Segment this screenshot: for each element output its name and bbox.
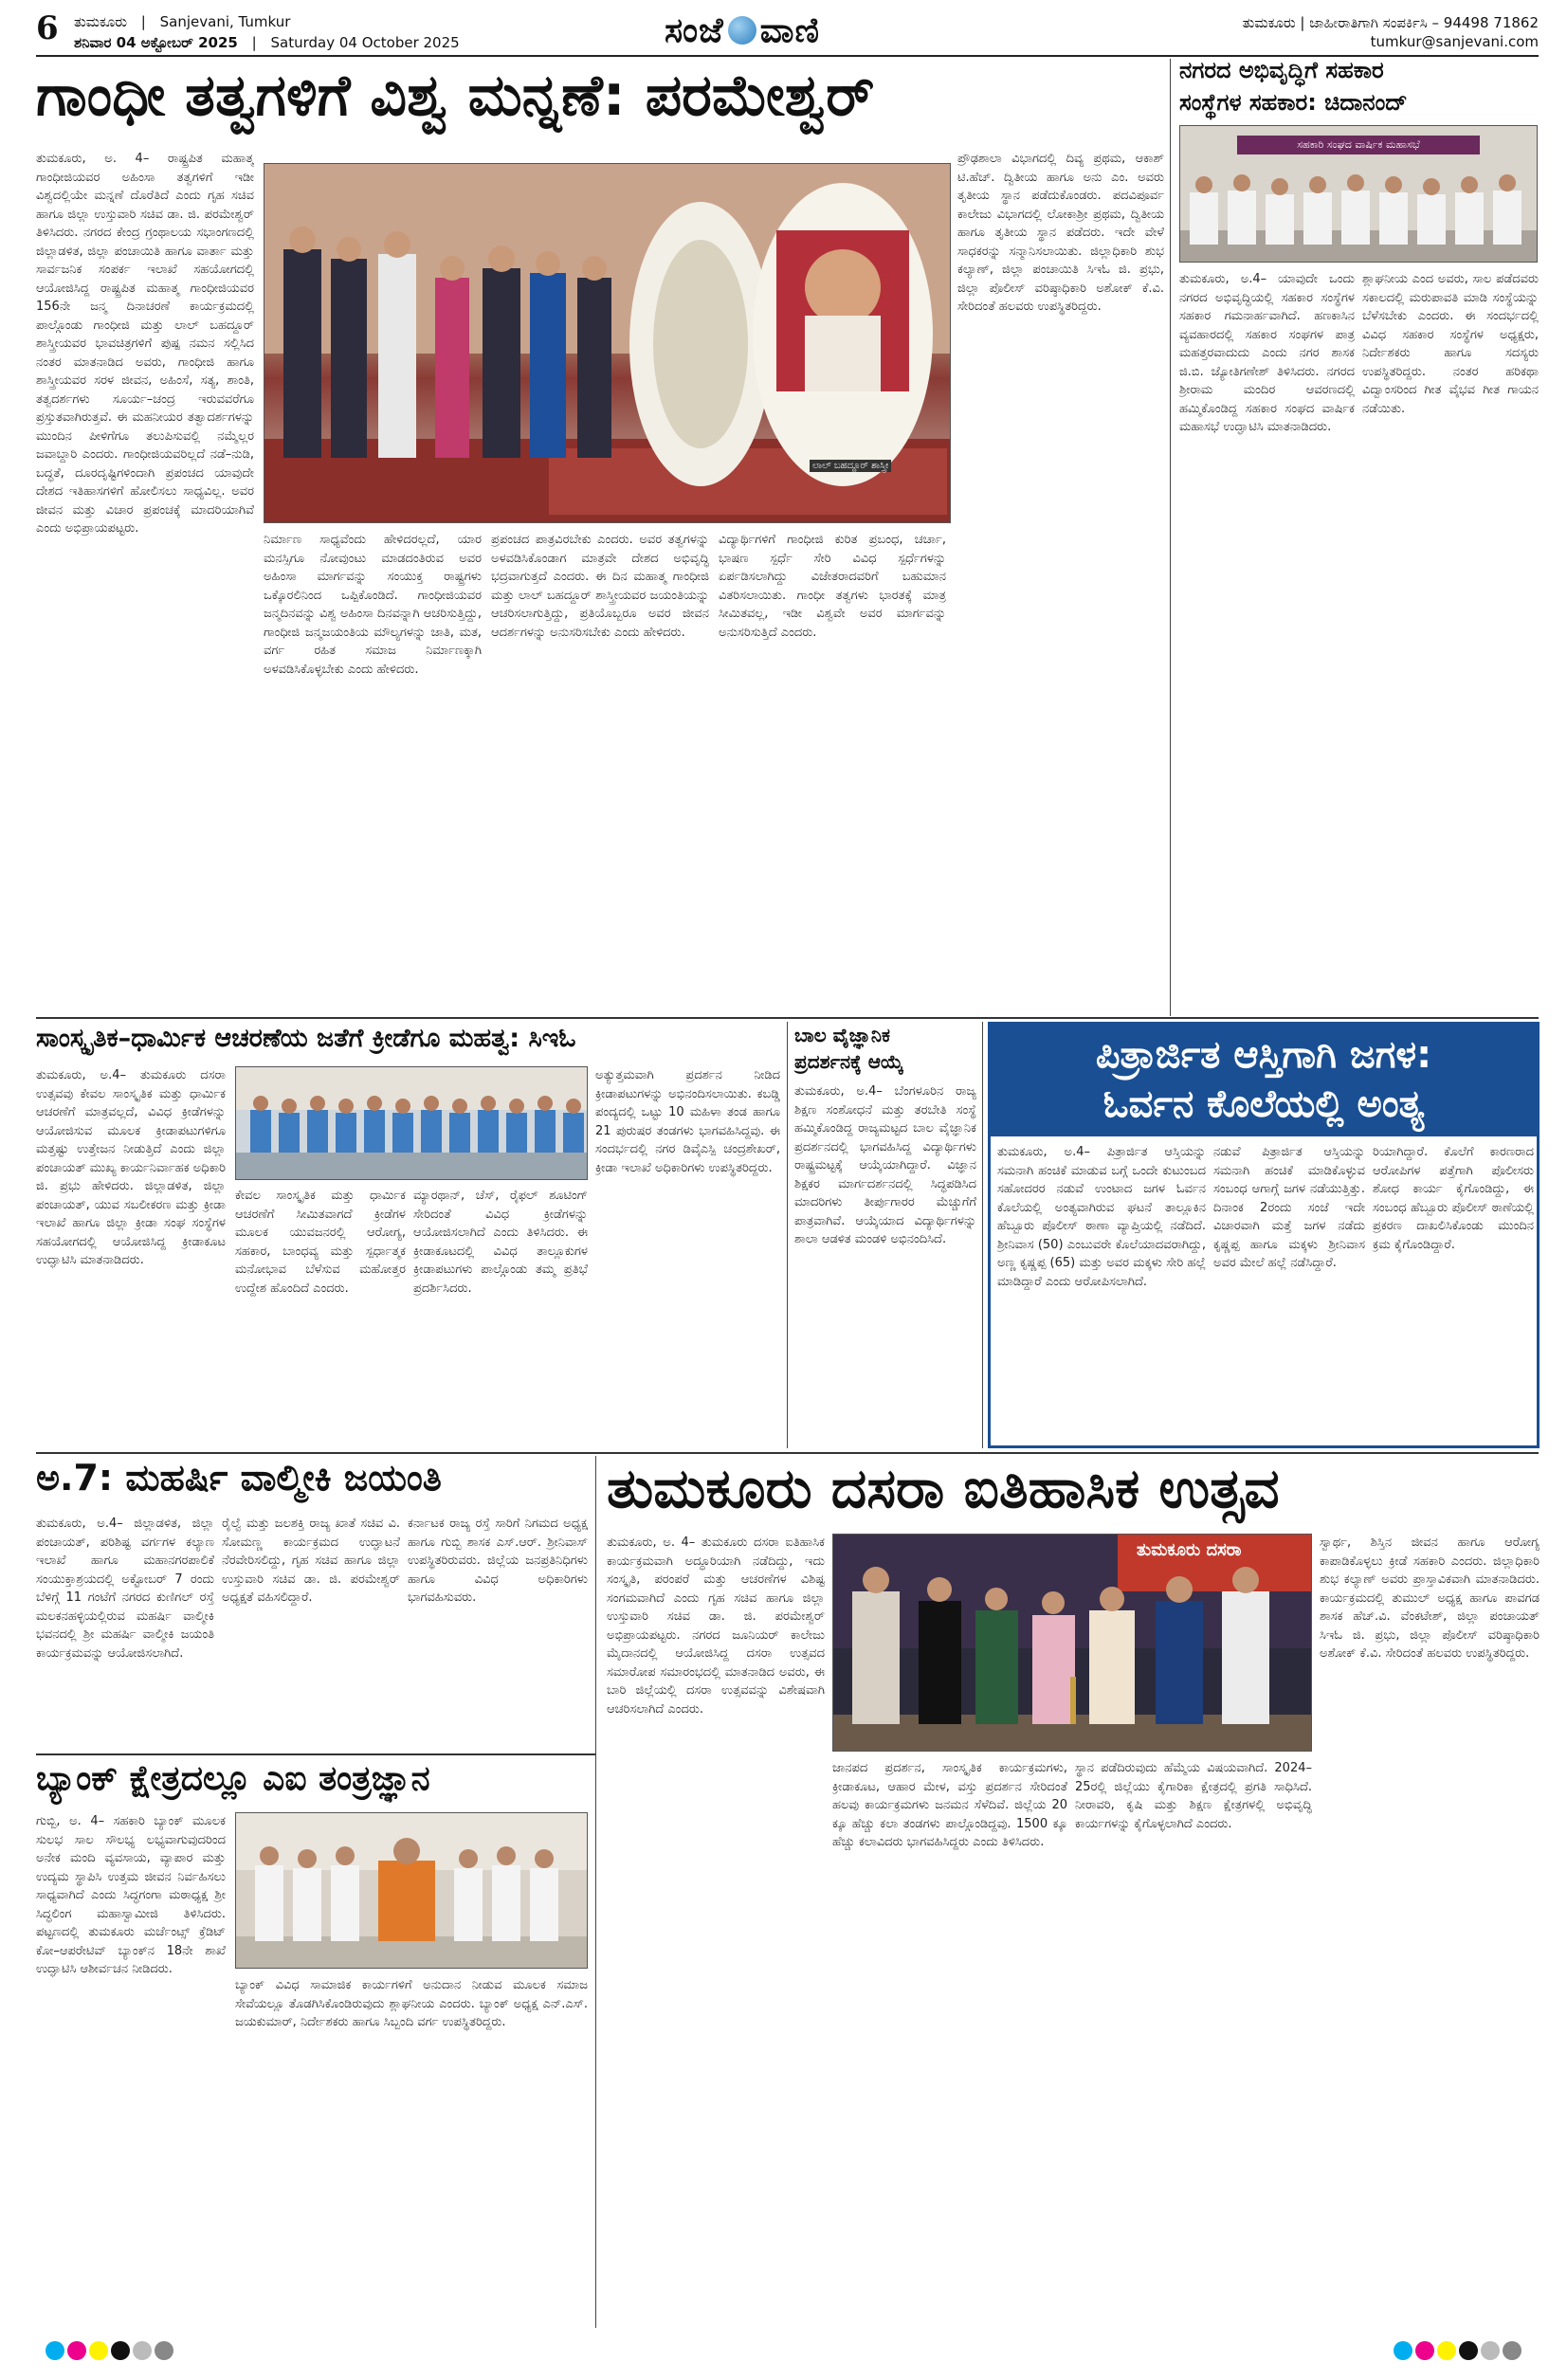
divider (982, 1022, 983, 1448)
story5-headline-line1: ಪಿತ್ರಾರ್ಜಿತ ಆಸ್ತಿಗಾಗಿ ಜಗಳ: (1095, 1033, 1432, 1077)
color-registration-right (1394, 2341, 1524, 2364)
story6-col3: ಕರ್ನಾಟಕ ರಾಜ್ಯ ರಸ್ತೆ ಸಾರಿಗೆ ನಿಗಮದ ಅಧ್ಯಕ್ಷ ಹಾಗೂ ಗುಬ್ಬಿ ಶಾಸಕ ಎಸ್.ಆರ್. ಶ್ರೀನಿವಾಸ್ ಉಪಸ್ಥಿತರಿರುವರು. ಜಿಲ್ಲೆಯ ಜನಪ್ರತಿನಿಧಿಗಳು ಹಾಗೂ ವಿವಿಧ ಅಧಿಕಾರಿಗಳು ಭಾಗವಹಿಸುವರು. (408, 1517, 588, 1605)
story2-col2: ಶ್ಲಾಘನೀಯ ಎಂದ ಅವರು, ಸಾಲ ಪಡೆದವರು ಸಕಾಲದಲ್ಲಿ ಮರುಪಾವತಿ ಮಾಡಿ ಸಂಸ್ಥೆಯನ್ನು ಬೆಳೆಸಬೇಕು ಎಂದರು. ಈ ಸಂದರ್ಭದಲ್ಲಿ ವಿವಿಧ ಸಹಕಾರ ಸಂಸ್ಥೆಗಳ ಅಧ್ಯಕ್ಷರು, ನಿರ್ದೇಶಕರು ಹಾಗೂ ಸದಸ್ಯರು ಉಪಸ್ಥಿತರಿದ್ದರು. ನಂತರ ಹರಿಕಥಾ ವಿದ್ವಾಂಸರಿಂದ ಗೀತ ವೈಭವ ಗೀತ ಗಾಯನ ನಡೆಯಿತು. (1362, 272, 1539, 416)
masthead-paper-city: Sanjevani, Tumkur (159, 13, 291, 30)
story5-col3: ರಿಯಾಗಿದ್ದಾರೆ. ಕೊಲೆಗೆ ಕಾರಣರಾದ ಆರೋಪಿಗಳ ಪತ್ತೆಗಾಗಿ ಪೊಲೀಸರು ಶೋಧ ಕಾರ್ಯ ಕೈಗೊಂಡಿದ್ದು, ಈ ಸಂಬಂಧ ಹೆಬ್ಬೂರು ಪೊಲೀಸ್ ಠಾಣೆಯಲ್ಲಿ ಪ್ರಕರಣ ದಾಖಲಿಸಿಕೊಂಡು ಮುಂದಿನ ಕ್ರಮ ಕೈಗೊಂಡಿದ್ದಾರೆ. (1373, 1145, 1534, 1252)
masthead-date-en: Saturday 04 October 2025 (270, 34, 460, 51)
divider (36, 1753, 595, 1755)
story2-headline-line1: ನಗರದ ಅಭಿವೃದ್ಧಿಗೆ ಸಹಕಾರ (1179, 57, 1384, 83)
story2-headline-line2: ಸಂಸ್ಥೆಗಳ ಸಹಕಾರ: ಚಿದಾನಂದ್ (1179, 89, 1408, 116)
story1-headline: ಗಾಂಧೀ ತತ್ವಗಳಿಗೆ ವಿಶ್ವ ಮನ್ನಣೆ: ಪರಮೇಶ್ವರ್ (36, 63, 875, 129)
stage-banner: ಸಹಕಾರಿ ಸಂಘದ ವಾರ್ಷಿಕ ಮಹಾಸಭೆ (1237, 136, 1480, 154)
masthead-contact (1243, 13, 1539, 51)
story7-headline: ಬ್ಯಾಂಕ್ ಕ್ಷೇತ್ರದಲ್ಲೂ ಎಐ ತಂತ್ರಜ್ಞಾನ (36, 1759, 430, 1798)
story1-col4: ವಿದ್ಯಾರ್ಥಿಗಳಿಗೆ ಗಾಂಧೀಜಿ ಕುರಿತ ಪ್ರಬಂಧ, ಚರ್ಚಾ, ಭಾಷಣ ಸ್ಪರ್ಧೆ ಸೇರಿ ವಿವಿಧ ಸ್ಪರ್ಧೆಗಳನ್ನು ಏರ್ಪಡಿಸಲಾಗಿದ್ದು ವಿಜೇತರಾದವರಿಗೆ ಬಹುಮಾನ ವಿತರಿಸಲಾಯಿತು. ಗಾಂಧೀ ತತ್ವಗಳು ಭಾರತಕ್ಕೆ ಮಾತ್ರ ಸೀಮಿತವಲ್ಲ, ಇಡೀ ವಿಶ್ವವೇ ಅವರ ಮಾರ್ಗವನ್ನು ಅನುಸರಿಸುತ್ತಿದೆ ಎಂದರು. (719, 533, 946, 640)
story4-headline-line2: ಪ್ರದರ್ಶನಕ್ಕೆ ಆಯ್ಕೆ (794, 1050, 904, 1073)
story8-col4: ಸ್ವಾರ್ಥ, ಶಿಸ್ತಿನ ಜೀವನ ಹಾಗೂ ಆರೋಗ್ಯ ಕಾಪಾಡಿಕೊಳ್ಳಲು ಕ್ರೀಡೆ ಸಹಕಾರಿ ಎಂದರು. ಜಿಲ್ಲಾಧಿಕಾರಿ ಶುಭ ಕಲ್ಯಾಣ್ ಅವರು ಪ್ರಾಸ್ತಾವಿಕವಾಗಿ ಮಾತನಾಡಿದರು. ಕಾರ್ಯಕ್ರಮದಲ್ಲಿ ತುಮುಲ್ ಅಧ್ಯಕ್ಷ ಹಾಗೂ ಪಾವಗಡ ಶಾಸಕ ಹೆಚ್.ವಿ. ವೆಂಕಟೇಶ್, ಜಿಲ್ಲಾ ಪಂಚಾಯತ್ ಸಿಇಓ ಜಿ. ಪ್ರಭು, ಜಿಲ್ಲಾ ಪೊಲೀಸ್ ವರಿಷ್ಠಾಧಿಕಾರಿ ಅಶೋಕ್ ಕೆ.ವಿ. ಸೇರಿದಂತೆ ಹಲವರು ಉಪಸ್ಥಿತರಿದ್ದರು. (1320, 1535, 1540, 1661)
story3-col3: ಮ್ಯಾರಥಾನ್, ಚೆಸ್, ರೈಫಲ್ ಶೂಟಿಂಗ್ ಸೇರಿದಂತೆ ವಿವಿಧ ಕ್ರೀಡೆಗಳನ್ನು ಆಯೋಜಿಸಲಾಗಿದೆ ಎಂದು ತಿಳಿಸಿದರು. ಈ ಕ್ರೀಡಾಕೂಟದಲ್ಲಿ ವಿವಿಧ ತಾಲ್ಲೂಕುಗಳ ಕ್ರೀಡಾಪಟುಗಳು ಪಾಲ್ಗೊಂಡು ತಮ್ಮ ಪ್ರತಿಭೆ ಪ್ರದರ್ಶಿಸಿದರು. (413, 1189, 588, 1296)
newspaper-logo (624, 9, 861, 51)
story4-body: ತುಮಕೂರು, ಅ.4– ಬೆಂಗಳೂರಿನ ರಾಜ್ಯ ಶಿಕ್ಷಣ ಸಂಶೋಧನೆ ಮತ್ತು ತರಬೇತಿ ಸಂಸ್ಥೆ ಹಮ್ಮಿಕೊಂಡಿದ್ದ ರಾಜ್ಯಮಟ್ಟದ ಬಾಲ ವೈಜ್ಞಾನಿಕ ಪ್ರದರ್ಶನದಲ್ಲಿ ಭಾಗವಹಿಸಿದ್ದ ವಿದ್ಯಾರ್ಥಿಗಳು ರಾಷ್ಟ್ರಮಟ್ಟಕ್ಕೆ ಆಯ್ಕೆಯಾಗಿದ್ದಾರೆ. ವಿಜ್ಞಾನ ಶಿಕ್ಷಕರ ಮಾರ್ಗದರ್ಶನದಲ್ಲಿ ಸಿದ್ಧಪಡಿಸಿದ ಮಾದರಿಗಳು ತೀರ್ಪುಗಾರರ ಮೆಚ್ಚುಗೆಗೆ ಪಾತ್ರವಾಗಿವೆ. ಆಯ್ಕೆಯಾದ ವಿದ್ಯಾರ್ಥಿಗಳನ್ನು ಶಾಲಾ ಆಡಳಿತ ಮಂಡಳಿ ಅಭಿನಂದಿಸಿದೆ. (794, 1084, 976, 1246)
dasara-stage-illustration (833, 1535, 1312, 1752)
story3-photo (235, 1066, 588, 1180)
story1-col1: ತುಮಕೂರು, ಅ. 4– ರಾಷ್ಟ್ರಪಿತ ಮಹಾತ್ಮ ಗಾಂಧೀಜಿಯವರ ಅಹಿಂಸಾ ತತ್ವಗಳಿಗೆ ಇಡೀ ವಿಶ್ವದಲ್ಲಿಯೇ ಮನ್ನಣೆ ದೊರೆತಿದೆ ಎಂದು ಗೃಹ ಸಚಿವ ಹಾಗೂ ಜಿಲ್ಲಾ ಉಸ್ತುವಾರಿ ಸಚಿವ ಡಾ. ಜಿ. ಪರಮೇಶ್ವರ್ ತಿಳಿಸಿದರು. ನಗರದ ಕೇಂದ್ರ ಗ್ರಂಥಾಲಯ ಸಭಾಂಗಣದಲ್ಲಿ ಜಿಲ್ಲಾಡಳಿತ, ಜಿಲ್ಲಾ ಪಂಚಾಯಿತಿ ಹಾಗೂ ವಾರ್ತಾ ಮತ್ತು ಸಾರ್ವಜನಿಕ ಸಂಪರ್ಕ ಇಲಾಖೆ ಸಹಯೋಗದಲ್ಲಿ ಆಯೋಜಿಸಿದ್ದ ರಾಷ್ಟ್ರಪಿತ ಮಹಾತ್ಮ ಗಾಂಧೀಜಿಯವರ 156ನೇ ಜನ್ಮ ದಿನಾಚರಣೆ ಕಾರ್ಯಕ್ರಮದಲ್ಲಿ ಪಾಲ್ಗೊಂಡು ಗಾಂಧೀಜಿ ಮತ್ತು ಲಾಲ್ ಬಹದ್ದೂರ್ ಶಾಸ್ತ್ರೀಯವರ ಭಾವಚಿತ್ರಗಳಿಗೆ ಪುಷ್ಪ ನಮನ ಸಲ್ಲಿಸಿದ ನಂತರ ಮಾತನಾಡಿದ ಅವರು, ಗಾಂಧೀಜಿ ಹಾಗೂ ಶಾಸ್ತ್ರೀಯವರ ಸರಳ ಜೀವನ, ಅಹಿಂಸೆ, ಸತ್ಯ, ಶಾಂತಿ, ತತ್ವದರ್ಶಗಳು ಸೂರ್ಯ–ಚಂದ್ರ ಇರುವವರೆಗೂ ಪ್ರಸ್ತುತವಾಗಿರುತ್ತವೆ. ಈ ಮಹನೀಯರ ತತ್ವಾದರ್ಶಗಳನ್ನು ಮುಂದಿನ ಪೀಳಿಗೆಗೂ ತಲುಪಿಸುವಲ್ಲಿ ನಮ್ಮೆಲ್ಲರ ಜವಾಬ್ದಾರಿ ಎಂದರು. ಗಾಂಧೀಜಿಯವರಿಲ್ಲದೆ ನಡೆ–ನುಡಿ, ಬದ್ಧತೆ, ದೂರದೃಷ್ಟಿಗಳಿಂದಾಗಿ ಪ್ರಪಂಚದ ಯಾವುದೇ ದೇಶದ ಇತಿಹಾಸಗಳಿಗೆ ಹೋಲಿಸಲು ಸಾಧ್ಯವಿಲ್ಲ. ಅವರ ಜೀವನ ಮತ್ತು ವಿಚಾರ ಪ್ರಪಂಚಕ್ಕೆ ಮಾದರಿಯಾಗಿವೆ ಎಂದು ಅಭಿಪ್ರಾಯಪಟ್ಟರು. (36, 152, 254, 536)
page-number: 6 (36, 9, 59, 47)
divider (36, 1017, 1539, 1019)
story6-headline: ಅ.7: ಮಹರ್ಷಿ ವಾಲ್ಮೀಕಿ ಜಯಂತಿ (36, 1457, 442, 1499)
story8-photo (832, 1534, 1312, 1752)
divider (787, 1022, 788, 1448)
ad-contact: ತುಮಕೂರು | ಜಾಹೀರಾತಿಗಾಗಿ ಸಂಪರ್ಕಿಸಿ – 94498 71862 (1242, 14, 1539, 31)
logo-text-right: ವಾಣಿ (759, 9, 820, 50)
story6-col2: ರೈಲ್ವೆ ಮತ್ತು ಜಲಶಕ್ತಿ ರಾಜ್ಯ ಖಾತೆ ಸಚಿವ ವಿ. ಸೋಮಣ್ಣ ಕಾರ್ಯಕ್ರಮದ ಉದ್ಘಾಟನೆ ನೆರವೇರಿಸಲಿದ್ದು, ಗೃಹ ಸಚಿವ ಹಾಗೂ ಜಿಲ್ಲಾ ಉಸ್ತುವಾರಿ ಸಚಿವ ಡಾ. ಜಿ. ಪರಮೇಶ್ವರ್ ಅಧ್ಯಕ್ಷತೆ ವಹಿಸಲಿದ್ದಾರೆ. (222, 1517, 400, 1605)
divider (36, 1452, 1539, 1454)
story5-headline-line2: ಓರ್ವನ ಕೊಲೆಯಲ್ಲಿ ಅಂತ್ಯ (1102, 1082, 1425, 1126)
story1-col5: ಪ್ರೌಢಶಾಲಾ ವಿಭಾಗದಲ್ಲಿ ದಿವ್ಯ ಪ್ರಥಮ, ಆಕಾಶ್ ಟಿ.ಹೆಚ್. ದ್ವಿತೀಯ ಹಾಗೂ ಅನು ಎಂ. ಅವರು ತೃತೀಯ ಸ್ಥಾನ ಪಡೆದುಕೊಂಡರು. ಪದವಿಪೂರ್ವ ಕಾಲೇಜು ವಿಭಾಗದಲ್ಲಿ ಲೋಕಾಶ್ರೀ ಪ್ರಥಮ, ದ್ವಿತೀಯ ಹಾಗೂ ತೃತೀಯ ಸ್ಥಾನ ಪಡೆದರು. ಇದೇ ವೇಳೆ ಸಾಧಕರನ್ನು ಸನ್ಮಾನಿಸಲಾಯಿತು. ಜಿಲ್ಲಾಧಿಕಾರಿ ಶುಭ ಕಲ್ಯಾಣ್, ಜಿಲ್ಲಾ ಪಂಚಾಯಿತಿ ಸಿಇಓ ಜಿ. ಪ್ರಭು, ಜಿಲ್ಲಾ ಪೊಲೀಸ್ ವರಿಷ್ಠಾಧಿಕಾರಿ ಅಶೋಕ್ ಕೆ.ವಿ. ಸೇರಿದಂತೆ ಹಲವರು ಉಪಸ್ಥಿತರಿದ್ದರು. (957, 152, 1164, 314)
masthead-line2: ಶನಿವಾರ 04 ಅಕ್ಟೋಬರ್ 2025 | Saturday 04 October 2025 (74, 34, 460, 51)
story2-col1: ತುಮಕೂರು, ಅ.4– ಯಾವುದೇ ಒಂದು ನಗರದ ಅಭಿವೃದ್ಧಿಯಲ್ಲಿ ಸಹಕಾರ ಸಂಸ್ಥೆಗಳ ಸಹಕಾರ ಗಮನಾರ್ಹವಾಗಿದೆ. ಹಣಕಾಸಿನ ವ್ಯವಹಾರದಲ್ಲಿ ಸಹಕಾರ ಸಂಘಗಳ ಪಾತ್ರ ಮಹತ್ತರವಾದುದು ಎಂದು ನಗರ ಶಾಸಕ ಜಿ.ಬಿ. ಜ್ಯೋತಿಗಣೇಶ್ ತಿಳಿಸಿದರು. ನಗರದ ಶ್ರೀರಾಮ ಮಂದಿರ ಆವರಣದಲ್ಲಿ ಹಮ್ಮಿಕೊಂಡಿದ್ದ ಸಹಕಾರ ಸಂಘದ ವಾರ್ಷಿಕ ಮಹಾಸಭೆ ಉದ್ಘಾಟಿಸಿ ಮಾತನಾಡಿದರು. (1179, 272, 1355, 434)
story8-col3: ಸ್ಥಾನ ಪಡೆದಿರುವುದು ಹೆಮ್ಮೆಯ ವಿಷಯವಾಗಿದೆ. 2024–25ರಲ್ಲಿ ಜಿಲ್ಲೆಯು ಕೈಗಾರಿಕಾ ಕ್ಷೇತ್ರದಲ್ಲಿ ಪ್ರಗತಿ ಸಾಧಿಸಿದೆ. ನೀರಾವರಿ, ಕೃಷಿ ಮತ್ತು ಶಿಕ್ಷಣ ಕ್ಷೇತ್ರಗಳಲ್ಲಿ ಅಭಿವೃದ್ಧಿ ಕಾರ್ಯಗಳನ್ನು ಕೈಗೊಳ್ಳಲಾಗಿದೆ ಎಂದರು. (1075, 1761, 1312, 1831)
story7-col2: ಬ್ಯಾಂಕ್ ವಿವಿಧ ಸಾಮಾಜಿಕ ಕಾರ್ಯಗಳಿಗೆ ಅನುದಾನ ನೀಡುವ ಮೂಲಕ ಸಮಾಜ ಸೇವೆಯಲ್ಲೂ ತೊಡಗಿಸಿಕೊಂಡಿರುವುದು ಶ್ಲಾಘನೀಯ ಎಂದರು. ಬ್ಯಾಂಕ್ ಅಧ್ಯಕ್ಷ ಎನ್.ಎಸ್. ಜಯಕುಮಾರ್, ನಿರ್ದೇಶಕರು ಹಾಗೂ ಸಿಬ್ಬಂದಿ ವರ್ಗ ಉಪಸ್ಥಿತರಿದ್ದರು. (235, 1978, 588, 2029)
masthead-date-kn: ಶನಿವಾರ 04 ಅಕ್ಟೋಬರ್ 2025 (74, 34, 238, 51)
bank-inauguration-illustration (236, 1813, 588, 1969)
logo-text-left: ಸಂಜೆ (664, 9, 724, 50)
sports-team-illustration (236, 1067, 588, 1180)
story4-headline-line1: ಬಾಲ ವೈಜ್ಞಾನಿಕ (794, 1024, 891, 1046)
story5-col1: ತುಮಕೂರು, ಅ.4– ಪಿತ್ರಾರ್ಜಿತ ಆಸ್ತಿಯನ್ನು ಸಮನಾಗಿ ಹಂಚಿಕೆ ಮಾಡುವ ಬಗ್ಗೆ ಒಂದೇ ಕುಟುಂಬದ ಸಹೋದರರ ನಡುವೆ ಉಂಟಾದ ಜಗಳ ಓರ್ವನ ಕೊಲೆಯಲ್ಲಿ ಅಂತ್ಯವಾಗಿರುವ ಘಟನೆ ತಾಲ್ಲೂಕಿನ ಹೆಬ್ಬೂರು ಪೊಲೀಸ್ ಠಾಣಾ ವ್ಯಾಪ್ತಿಯಲ್ಲಿ ನಡೆದಿದೆ. ಶ್ರೀನಿವಾಸ (50) ಎಂಬುವರೇ ಕೊಲೆಯಾದವರಾಗಿದ್ದು, ಅಣ್ಣ ಕೃಷ್ಣಪ್ಪ (65) ಮತ್ತು ಅವರ ಮಕ್ಕಳು ಸೇರಿ ಹಲ್ಲೆ ಮಾಡಿದ್ದಾರೆ ಎಂದು ಆರೋಪಿಸಲಾಗಿದೆ. (997, 1145, 1206, 1289)
story8-col2: ಜಾನಪದ ಪ್ರದರ್ಶನ, ಸಾಂಸ್ಕೃತಿಕ ಕಾರ್ಯಕ್ರಮಗಳು, ಕ್ರೀಡಾಕೂಟ, ಆಹಾರ ಮೇಳ, ವಸ್ತು ಪ್ರದರ್ಶನ ಸೇರಿದಂತೆ ಹಲವು ಕಾರ್ಯಕ್ರಮಗಳು ಜನಮನ ಸೆಳೆದಿವೆ. ಜಿಲ್ಲೆಯ 20 ಕ್ಕೂ ಹೆಚ್ಚು ಕಲಾ ತಂಡಗಳು ಪಾಲ್ಗೊಂಡಿದ್ದವು. 1500 ಕ್ಕೂ ಹೆಚ್ಚು ಕಲಾವಿದರು ಭಾಗವಹಿಸಿದ್ದರು ಎಂದು ತಿಳಿಸಿದರು. (832, 1761, 1067, 1849)
portrait-caption: ಲಾಲ್ ಬಹದ್ದೂರ್ ಶಾಸ್ತ್ರೀ (810, 460, 891, 472)
story1-col2: ನಿರ್ಮಾಣ ಸಾಧ್ಯವೆಂದು ಹೇಳಿದರಲ್ಲದೆ, ಯಾರ ಮನಸ್ಸಿಗೂ ನೋವುಂಟು ಮಾಡದಂತಿರುವ ಅವರ ಅಹಿಂಸಾ ಮಾರ್ಗವನ್ನು ಸಂಯುಕ್ತ ರಾಷ್ಟ್ರಗಳು ಒಕ್ಕೊರಲಿನಿಂದ ಒಪ್ಪಿಕೊಂಡಿದೆ. ಗಾಂಧೀಜಿಯವರ ಜನ್ಮದಿನವನ್ನು ವಿಶ್ವ ಅಹಿಂಸಾ ದಿನವನ್ನಾಗಿ ಆಚರಿಸುತ್ತಿದ್ದು, ಗಾಂಧೀಜಿ ಜನ್ಮಜಯಂತಿಯ ಮೌಲ್ಯಗಳನ್ನು ಜಾತಿ, ಮತ, ವರ್ಗ ರಹಿತ ಸಮಾಜ ನಿರ್ಮಾಣಕ್ಕಾಗಿ ಅಳವಡಿಸಿಕೊಳ್ಳಬೇಕು ಎಂದು ಹೇಳಿದರು. (264, 533, 482, 677)
globe-icon (728, 16, 756, 45)
story3-headline: ಸಾಂಸ್ಕೃತಿಕ–ಧಾರ್ಮಿಕ ಆಚರಣೆಯ ಜತೆಗೆ ಕ್ರೀಡೆಗೂ ಮಹತ್ವ: ಸಿಇಓ (36, 1024, 576, 1053)
story8-col1: ತುಮಕೂರು, ಅ. 4– ತುಮಕೂರು ದಸರಾ ಐತಿಹಾಸಿಕ ಕಾರ್ಯಕ್ರಮವಾಗಿ ಅದ್ಧೂರಿಯಾಗಿ ನಡೆದಿದ್ದು, ಇದು ಸಂಸ್ಕೃತಿ, ಪರಂಪರೆ ಮತ್ತು ಆಚರಣೆಗಳ ವಿಶಿಷ್ಟ ಸಂಗಮವಾಗಿದೆ ಎಂದು ಗೃಹ ಸಚಿವ ಹಾಗೂ ಜಿಲ್ಲಾ ಉಸ್ತುವಾರಿ ಸಚಿವ ಡಾ. ಜಿ. ಪರಮೇಶ್ವರ್ ಅಭಿಪ್ರಾಯಪಟ್ಟರು. ನಗರದ ಜೂನಿಯರ್ ಕಾಲೇಜು ಮೈದಾನದಲ್ಲಿ ಆಯೋಜಿಸಿದ್ದ ದಸರಾ ಉತ್ಸವದ ಸಮಾರೋಪ ಸಮಾರಂಭದಲ್ಲಿ ಮಾತನಾಡಿದ ಅವರು, ಈ ಬಾರಿ ಜಿಲ್ಲೆಯಲ್ಲಿ ದಸರಾ ಉತ್ಸವವನ್ನು ವಿಶೇಷವಾಗಿ ಆಚರಿಸಲಾಗಿದೆ ಎಂದರು. (607, 1535, 825, 1717)
story7-col1: ಗುಬ್ಬಿ, ಅ. 4– ಸಹಕಾರಿ ಬ್ಯಾಂಕ್ ಮೂಲಕ ಸುಲಭ ಸಾಲ ಸೌಲಭ್ಯ ಲಭ್ಯವಾಗುವುದರಿಂದ ಅನೇಕ ಮಂದಿ ವ್ಯವಸಾಯ, ವ್ಯಾಪಾರ ಮತ್ತು ಉದ್ಯಮ ಸ್ಥಾಪಿಸಿ ಉತ್ತಮ ಜೀವನ ನಿರ್ವಹಿಸಲು ಸಾಧ್ಯವಾಗಿದೆ ಎಂದು ಸಿದ್ಧಗಂಗಾ ಮಠಾಧ್ಯಕ್ಷ ಶ್ರೀ ಸಿದ್ಧಲಿಂಗ ಮಹಾಸ್ವಾಮೀಜಿ ತಿಳಿಸಿದರು. ಪಟ್ಟಣದಲ್ಲಿ ತುಮಕೂರು ಮರ್ಚೆಂಟ್ಸ್ ಕ್ರೆಡಿಟ್ ಕೋ–ಆಪರೇಟಿವ್ ಬ್ಯಾಂಕ್‌ನ 18ನೇ ಶಾಖೆ ಉದ್ಘಾಟಿಸಿ ಆಶೀರ್ವಚನ ನೀಡಿದರು. (36, 1814, 226, 1976)
story1-col3: ಪ್ರಪಂಚದ ಪಾತ್ರವಿರಬೇಕು ಎಂದರು. ಅವರ ತತ್ವಗಳನ್ನು ಅಳವಡಿಸಿಕೊಂಡಾಗ ಮಾತ್ರವೇ ದೇಶದ ಅಭಿವೃದ್ಧಿ ಭದ್ರವಾಗುತ್ತದೆ ಎಂದರು. ಈ ದಿನ ಮಹಾತ್ಮ ಗಾಂಧೀಜಿ ಮತ್ತು ಲಾಲ್ ಬಹದ್ದೂರ್ ಶಾಸ್ತ್ರೀಯವರ ಜಯಂತಿಯನ್ನು ಆಚರಿಸಲಾಗುತ್ತಿದ್ದು, ಪ್ರತಿಯೊಬ್ಬರೂ ಅವರ ಜೀವನ ಆದರ್ಶಗಳನ್ನು ಅನುಸರಿಸಬೇಕು ಎಂದು ಹೇಳಿದರು. (491, 533, 709, 640)
story1-photo (264, 163, 951, 523)
masthead-city: ತುಮಕೂರು (74, 13, 128, 30)
story8-headline: ತುಮಕೂರು ದಸರಾ ಐತಿಹಾಸಿಕ ಉತ್ಸವ (607, 1456, 1280, 1520)
masthead-line1: ತುಮಕೂರು | Sanjevani, Tumkur (74, 13, 291, 30)
masthead (36, 8, 1539, 57)
story6-col1: ತುಮಕೂರು, ಅ.4– ಜಿಲ್ಲಾಡಳಿತ, ಜಿಲ್ಲಾ ಪಂಚಾಯತ್, ಪರಿಶಿಷ್ಟ ವರ್ಗಗಳ ಕಲ್ಯಾಣ ಇಲಾಖೆ ಹಾಗೂ ಮಹಾನಗರಪಾಲಿಕೆ ಸಂಯುಕ್ತಾಶ್ರಯದಲ್ಲಿ ಅಕ್ಟೋಬರ್ 7 ರಂದು ಬೆಳಿಗ್ಗೆ 11 ಗಂಟೆಗೆ ನಗರದ ಕುಣಿಗಲ್ ರಸ್ತೆ ಮಲಕನಹಳ್ಳಿಯಲ್ಲಿರುವ ಮಹರ್ಷಿ ವಾಲ್ಮೀಕಿ ಭವನದಲ್ಲಿ ಶ್ರೀ ಮಹರ್ಷಿ ವಾಲ್ಮೀಕಿ ಜಯಂತಿ ಕಾರ್ಯಕ್ರಮವನ್ನು ಆಯೋಜಿಸಲಾಗಿದೆ. (36, 1517, 214, 1661)
story2-photo (1179, 125, 1538, 263)
story5-col2: ನಡುವೆ ಪಿತ್ರಾರ್ಜಿತ ಆಸ್ತಿಯನ್ನು ಸಮನಾಗಿ ಹಂಚಿಕೆ ಮಾಡಿಕೊಳ್ಳುವ ಸಂಬಂಧ ಆಗಾಗ್ಗೆ ಜಗಳ ನಡೆಯುತ್ತಿತ್ತು. ದಿನಾಂಕ 2ರಂದು ಸಂಜೆ ಇದೇ ವಿಚಾರವಾಗಿ ಮತ್ತೆ ಜಗಳ ನಡೆದು ಕೃಷ್ಣಪ್ಪ ಹಾಗೂ ಮಕ್ಕಳು ಶ್ರೀನಿವಾಸ ಅವರ ಮೇಲೆ ಹಲ್ಲೆ ನಡೆಸಿದ್ದಾರೆ. (1213, 1145, 1365, 1270)
stage-banner-text: ತುಮಕೂರು ದಸರಾ (1137, 1540, 1242, 1560)
story3-col1: ತುಮಕೂರು, ಅ.4– ತುಮಕೂರು ದಸರಾ ಉತ್ಸವವು ಕೇವಲ ಸಾಂಸ್ಕೃತಿಕ ಮತ್ತು ಧಾರ್ಮಿಕ ಆಚರಣೆಗೆ ಮಾತ್ರವಲ್ಲದೆ, ವಿವಿಧ ಕ್ರೀಡೆಗಳನ್ನು ಆಯೋಜಿಸುವ ಮೂಲಕ ಕ್ರೀಡಾಪಟುಗಳಿಗೂ ಮತ್ತಷ್ಟು ಉತ್ತೇಜನ ನೀಡುತ್ತಿದೆ ಎಂದು ಜಿಲ್ಲಾ ಪಂಚಾಯತ್ ಮುಖ್ಯ ಕಾರ್ಯನಿರ್ವಾಹಕ ಅಧಿಕಾರಿ ಜಿ. ಪ್ರಭು ಹೇಳಿದರು. ಜಿಲ್ಲಾಡಳಿತ, ಜಿಲ್ಲಾ ಪಂಚಾಯತ್, ಯುವ ಸಬಲೀಕರಣ ಮತ್ತು ಕ್ರೀಡಾ ಇಲಾಖೆ ಹಾಗೂ ಜಿಲ್ಲಾ ಕ್ರೀಡಾ ಸಂಘ ಸಂಸ್ಥೆಗಳ ಸಹಯೋಗದಲ್ಲಿ ಆಯೋಜಿಸಿದ್ದ ಕ್ರೀಡಾಕೂಟ ಉದ್ಘಾಟಿಸಿ ಮಾತನಾಡಿದರು. (36, 1068, 226, 1267)
story3-col4: ಅತ್ಯುತ್ತಮವಾಗಿ ಪ್ರದರ್ಶನ ನೀಡಿದ ಕ್ರೀಡಾಪಟುಗಳನ್ನು ಅಭಿನಂದಿಸಲಾಯಿತು. ಕಬಡ್ಡಿ ಪಂದ್ಯದಲ್ಲಿ ಒಟ್ಟು 10 ಮಹಿಳಾ ತಂಡ ಹಾಗೂ 21 ಪುರುಷರ ತಂಡಗಳು ಭಾಗವಹಿಸಿದ್ದವು. ಈ ಸಂದರ್ಭದಲ್ಲಿ ನಗರ ಡಿವೈಎಸ್ಪಿ ಚಂದ್ರಶೇಖರ್, ಕ್ರೀಡಾ ಇಲಾಖೆ ಅಧಿಕಾರಿಗಳು ಉಪಸ್ಥಿತರಿದ್ದರು. (595, 1068, 780, 1175)
email-link[interactable]: tumkur@sanjevani.com (1370, 33, 1539, 50)
divider (1170, 59, 1171, 1016)
divider (595, 1456, 596, 2328)
group-photo-illustration (1180, 164, 1538, 263)
story3-col2: ಕೇವಲ ಸಾಂಸ್ಕೃತಿಕ ಮತ್ತು ಧಾರ್ಮಿಕ ಆಚರಣೆಗೆ ಸೀಮಿತವಾಗದೆ ಕ್ರೀಡೆಗಳ ಮೂಲಕ ಯುವಜನರಲ್ಲಿ ಆರೋಗ್ಯ, ಸಹಕಾರ, ಬಾಂಧವ್ಯ ಮತ್ತು ಸ್ಪರ್ಧಾತ್ಮಕ ಮನೋಭಾವ ಬೆಳೆಸುವ ಮಹೋತ್ತರ ಉದ್ದೇಶ ಹೊಂದಿದೆ ಎಂದರು. (235, 1189, 406, 1296)
story7-photo (235, 1812, 588, 1969)
story5-headline-banner (991, 1025, 1537, 1136)
color-registration-left (46, 2341, 176, 2364)
